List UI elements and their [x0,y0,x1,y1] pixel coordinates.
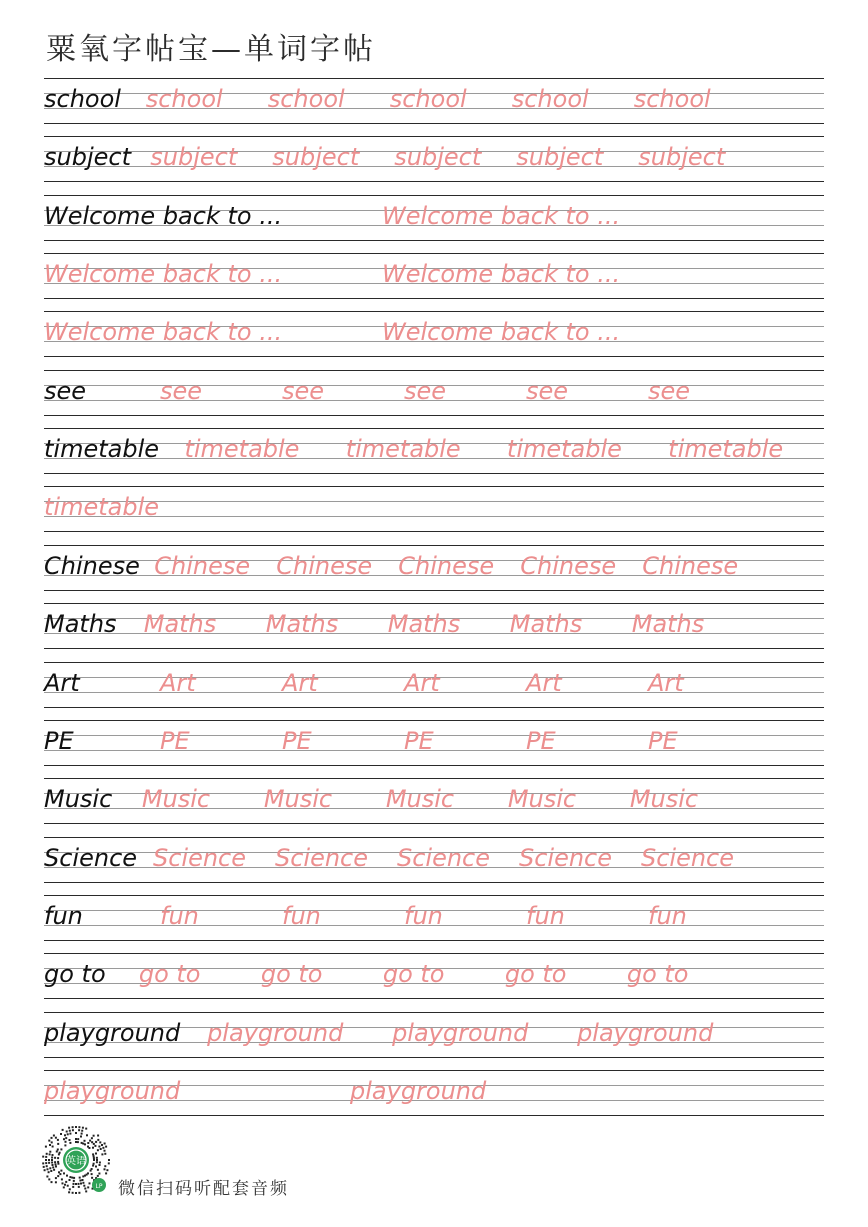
writing-row [44,1012,824,1070]
trace-word: PE [526,726,556,755]
trace-word: timetable [345,435,461,464]
trace-word: PE [404,726,434,755]
trace-word: Science [518,843,613,872]
guide-line [44,415,824,416]
trace-word: playground [207,1018,344,1047]
trace-word: go to [626,960,689,989]
guide-line [44,486,824,487]
trace-word: Science [152,843,247,872]
writing-row [44,311,824,369]
page-title: 粟氧字帖宝—单词字帖 [46,32,376,67]
guide-line [44,240,824,241]
trace-word: fun [160,901,199,930]
trace-word: Maths [509,610,583,639]
trace-word: fun [282,901,321,930]
writing-row [44,895,824,953]
trace-word: see [160,376,203,405]
guide-line [44,707,824,708]
trace-word: Music [629,785,699,814]
guide-line [44,837,824,838]
trace-word: school [633,85,711,113]
guide-line [44,1012,824,1013]
trace-word: go to [504,960,567,989]
trace-word: PE [160,726,190,755]
trace-word: Science [640,843,735,872]
trace-word: go to [260,960,323,989]
trace-word: subject [394,143,482,172]
trace-word: subject [150,143,238,172]
trace-word: Welcome back to ... [382,201,621,230]
trace-word: Art [404,668,440,697]
trace-word: PE [648,726,678,755]
qr-caption: 微信扫码听配套音频 [118,1179,289,1199]
guide-line [44,531,824,532]
trace-word: Chinese [642,551,739,580]
model-word: subject [44,143,131,172]
model-word: Art [44,668,80,697]
trace-word: Music [141,785,211,814]
trace-word: playground [577,1018,714,1047]
writing-row [44,136,824,194]
guide-line [44,1115,824,1116]
trace-word: Art [648,668,684,697]
trace-word: Art [282,668,318,697]
trace-word: subject [272,143,360,172]
writing-row [44,78,824,136]
guide-line [44,940,824,941]
trace-word: see [526,376,569,405]
model-word: Science [44,843,138,872]
writing-row [44,486,824,544]
guide-line [44,1057,824,1058]
guide-line [44,181,824,182]
writing-row [44,603,824,661]
guide-line [44,356,824,357]
trace-word: see [404,376,447,405]
guide-line [44,195,824,196]
model-word: Maths [44,610,117,639]
trace-word: Chinese [398,551,495,580]
trace-word: go to [382,960,445,989]
model-word: see [44,376,87,405]
guide-line [44,778,824,779]
trace-word: Chinese [276,551,373,580]
writing-row [44,778,824,836]
trace-word: timetable [668,435,784,464]
guide-line [44,253,824,254]
guide-line [44,895,824,896]
writing-row [44,545,824,603]
guide-line [44,545,824,546]
qr-code-icon[interactable] [40,1124,112,1196]
trace-word: see [282,376,325,405]
trace-word: Chinese [520,551,617,580]
model-word: go to [44,960,106,989]
writing-row [44,370,824,428]
trace-word: timetable [44,493,160,522]
writing-row [44,720,824,778]
trace-word: Welcome back to ... [44,318,283,347]
guide-line [44,648,824,649]
trace-word: Maths [143,610,217,639]
trace-word: Music [507,785,577,814]
trace-word: Maths [631,610,705,639]
model-word: fun [44,901,83,930]
guide-line [44,370,824,371]
trace-word: fun [526,901,565,930]
trace-word: PE [282,726,312,755]
trace-word: school [267,85,345,113]
trace-word: subject [638,143,726,172]
model-word: timetable [44,435,160,464]
trace-word: timetable [184,435,300,464]
trace-word: go to [138,960,201,989]
guide-line [44,662,824,663]
guide-line [44,720,824,721]
guide-line [44,428,824,429]
model-word: school [44,85,121,113]
guide-line [44,765,824,766]
guide-line [44,590,824,591]
guide-line [44,473,824,474]
trace-word: fun [404,901,443,930]
guide-line [44,882,824,883]
writing-row [44,662,824,720]
trace-word: Maths [265,610,339,639]
guide-line [44,78,824,79]
footer [40,1124,440,1204]
writing-row [44,253,824,311]
trace-word: timetable [506,435,622,464]
trace-word: playground [44,1076,181,1105]
guide-line [44,501,824,502]
writing-row [44,428,824,486]
qr-corner-label: LP [95,1183,103,1190]
trace-word: school [145,85,223,113]
trace-word: Welcome back to ... [382,318,621,347]
model-word: PE [44,726,74,755]
trace-word: Music [263,785,333,814]
trace-word: Art [160,668,196,697]
writing-row [44,195,824,253]
trace-word: Welcome back to ... [44,260,283,289]
trace-word: Music [385,785,455,814]
writing-row [44,1070,824,1128]
trace-word: see [648,376,691,405]
guide-line [44,603,824,604]
model-word: Music [44,785,113,814]
guide-line [44,311,824,312]
writing-row [44,837,824,895]
trace-word: playground [350,1076,487,1105]
trace-word: playground [392,1018,529,1047]
guide-line [44,1070,824,1071]
trace-word: Maths [387,610,461,639]
trace-word: school [389,85,467,113]
writing-row [44,953,824,1011]
trace-word: subject [516,143,604,172]
trace-word: fun [648,901,687,930]
trace-word: Chinese [154,551,251,580]
trace-word: Welcome back to ... [382,260,621,289]
guide-line [44,136,824,137]
guide-line [44,123,824,124]
guide-line [44,953,824,954]
trace-word: school [511,85,589,113]
model-word: Welcome back to ... [44,201,283,230]
qr-badge-label: 英语 [66,1156,86,1167]
model-word: playground [44,1018,181,1047]
model-word: Chinese [44,551,140,580]
trace-word: Art [526,668,562,697]
guide-line [44,298,824,299]
guide-line [44,998,824,999]
trace-word: Science [274,843,369,872]
guide-line [44,823,824,824]
trace-word: Science [396,843,491,872]
guide-line [44,516,824,517]
